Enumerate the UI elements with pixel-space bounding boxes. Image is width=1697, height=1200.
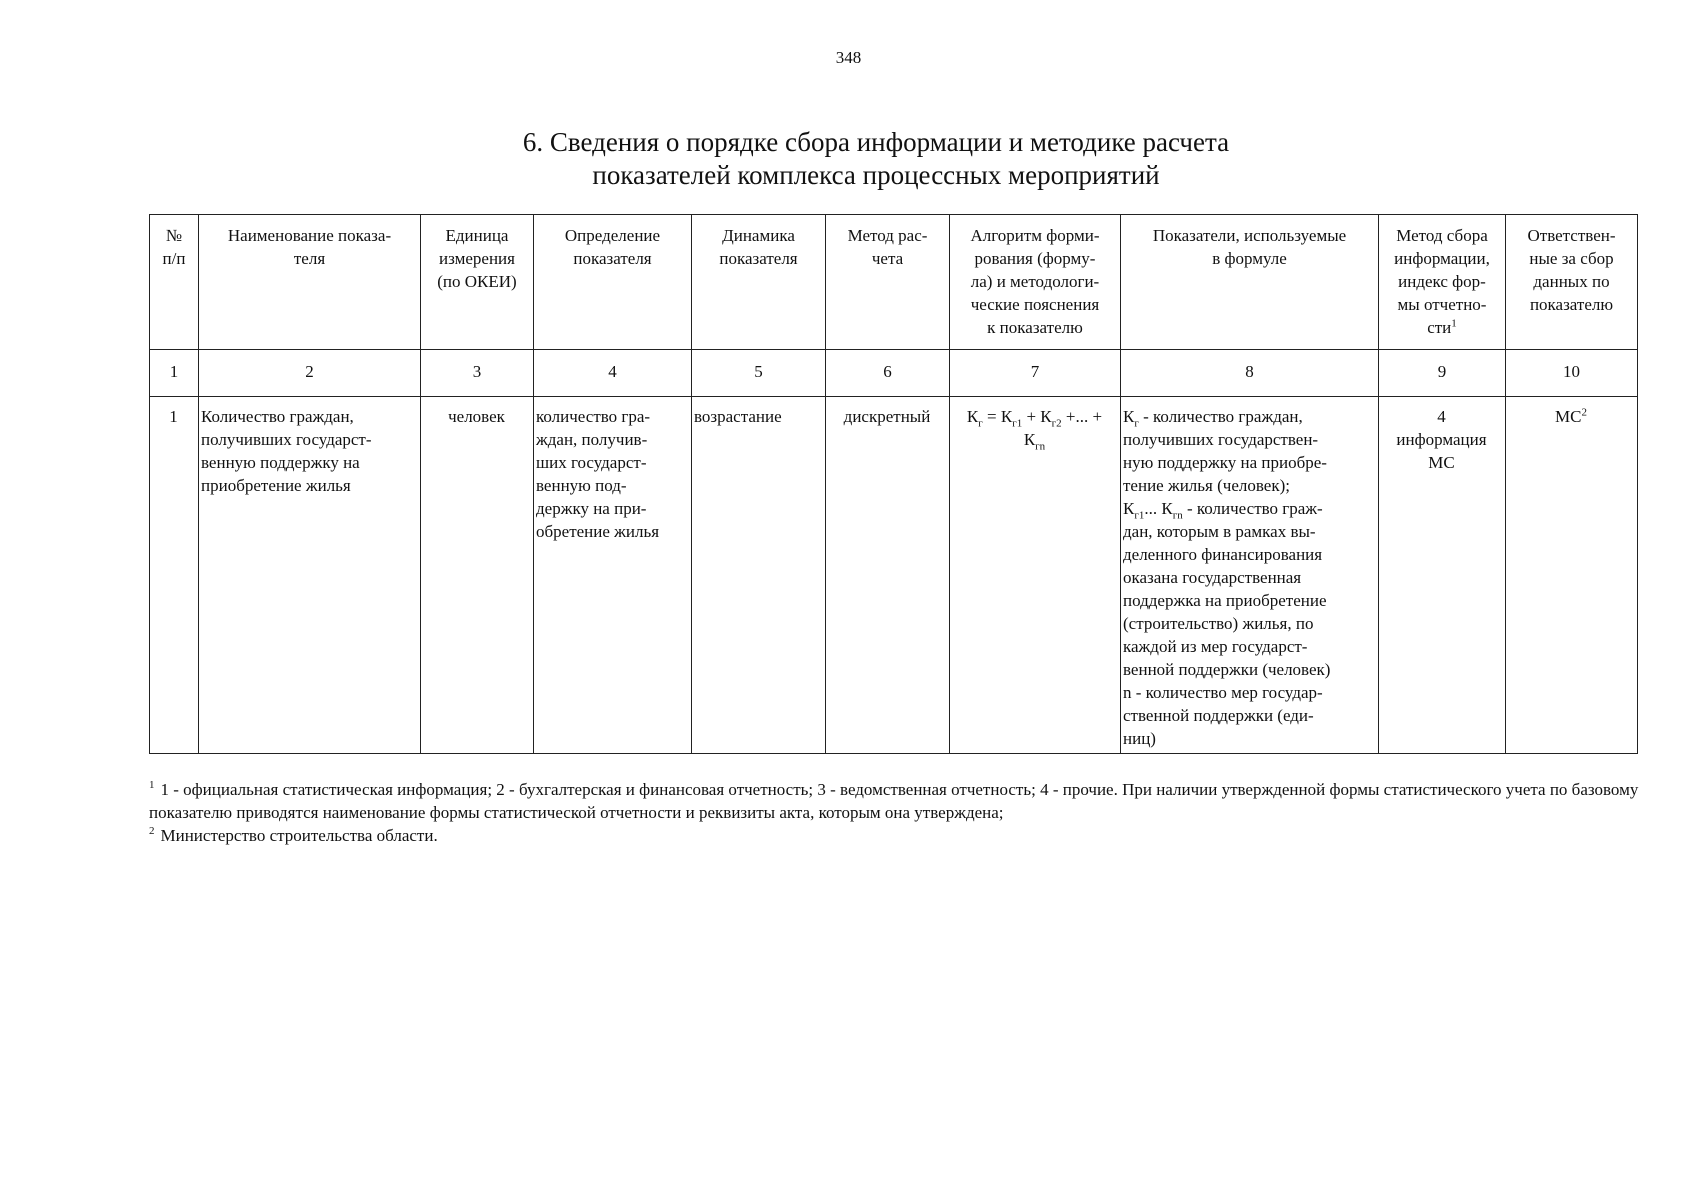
header-definition: Определение показателя <box>534 215 692 350</box>
cell-definition: количество гра- ждан, получив- ших государст- венную под- держку на при- обретение жилья <box>534 397 692 754</box>
page-title <box>0 126 1697 192</box>
footnote-text: Министерство строительства области. <box>160 826 438 845</box>
column-number-row <box>150 350 1638 397</box>
cell-responsible: $МС^2$ <box>1506 397 1638 754</box>
column-number: 1 <box>150 350 199 397</box>
footnote-2 <box>149 824 1654 847</box>
page-number: 348 <box>835 48 862 67</box>
title-line-1: 6. Сведения о порядке сбора информации и методике расчета <box>522 127 1230 157</box>
cell-name: Количество граждан, получивших государст- венную поддержку на приобретение жилья <box>199 397 421 754</box>
column-number: 5 <box>692 350 826 397</box>
cell-dynamics: возрастание <box>692 397 826 754</box>
header-unit: Единица измерения (по ОКЕИ) <box>421 215 534 350</box>
header-num: № п/п <box>150 215 199 350</box>
footnote-1 <box>149 778 1654 824</box>
footnotes <box>149 778 1654 847</box>
column-number: 3 <box>421 350 534 397</box>
footnote-mark: 1 <box>149 779 155 792</box>
header-algorithm: Алгоритм форми- рования (форму- ла) и методологи- ческие пояснения к показателю <box>950 215 1121 350</box>
cell-collection-method: 4 информация МС <box>1379 397 1506 754</box>
cell-indicators: $К_г$ - количество граждан, получивших государствен- ную поддержку на приобре- тение жилья (человек); $К_{г1}$... $К_{гn}$ - количество граж- дан, которым в рамках вы- деленного финансирования оказана государственная поддержка на приобретение (строительство) жилья, по каждой из мер государст- венной поддержки (человек) n - количество мер государ- ственной поддержки (еди- ниц) <box>1121 397 1379 754</box>
cell-num: 1 <box>150 397 199 754</box>
footnote-text: 1 - официальная статистическая информация; 2 - бухгалтерская и финансовая отчетность; 3 - ведомственная отчетность; 4 - прочие. При наличии утвержденной формы статистического учета по базовому показателю приводятся наименование формы статистической отчетности и реквизиты акта, которым она утверждена; <box>149 780 1639 822</box>
table-row <box>150 397 1638 754</box>
column-number: 9 <box>1379 350 1506 397</box>
column-number: 7 <box>950 350 1121 397</box>
title-line-2: показателей комплекса процессных мероприятий <box>592 160 1160 190</box>
column-number: 10 <box>1506 350 1638 397</box>
header-dynamics: Динамика показателя <box>692 215 826 350</box>
header-collection-method: Метод сбора информации, индекс фор- мы отчетно- сти$^1$ <box>1379 215 1506 350</box>
header-indicators: Показатели, используемые в формуле <box>1121 215 1379 350</box>
header-row <box>150 215 1638 350</box>
column-number: 6 <box>826 350 950 397</box>
header-method: Метод рас- чета <box>826 215 950 350</box>
cell-unit: человек <box>421 397 534 754</box>
footnote-mark: 2 <box>149 825 155 838</box>
cell-method: дискретный <box>826 397 950 754</box>
header-name: Наименование показа- теля <box>199 215 421 350</box>
cell-formula: $К_г = К_{г1} + К_{г2}$ +... + $К_{гn}$ <box>950 397 1121 754</box>
column-number: 4 <box>534 350 692 397</box>
indicator-table <box>149 214 1638 754</box>
column-number: 8 <box>1121 350 1379 397</box>
header-responsible: Ответствен- ные за сбор данных по показателю <box>1506 215 1638 350</box>
column-number: 2 <box>199 350 421 397</box>
